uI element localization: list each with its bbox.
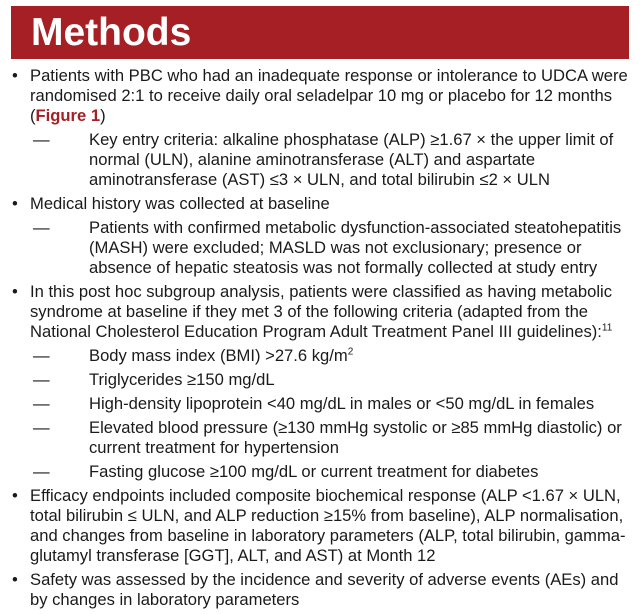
bullet-text: Safety was assessed by the incidence and severity of adverse events (AEs) and by changes in laboratory parameters	[30, 570, 619, 609]
sub-bullet-entry-criteria	[11, 130, 631, 190]
criterion-text: Body mass index (BMI) >27.6 kg/m	[89, 346, 348, 365]
sub-bullet-text: Patients with confirmed metabolic dysfunction-associated steatohepatitis (MASH) were excluded; MASLD was not exclusionary; presence or absence of hepatic steatosis was not formally collected at study entry	[89, 218, 622, 277]
bullet-text-end: )	[100, 106, 106, 125]
dash-marker: —	[33, 394, 50, 413]
criterion-glucose	[11, 462, 631, 482]
page-title: Methods	[31, 11, 192, 54]
sub-bullet-mash	[11, 218, 631, 278]
criterion-text: High-density lipoprotein <40 mg/dL in males or <50 mg/dL in females	[89, 394, 595, 413]
superscript-2: 2	[347, 346, 354, 358]
bullet-randomisation	[11, 66, 631, 126]
criterion-text: Triglycerides ≥150 mg/dL	[89, 370, 275, 389]
bullet-marker: •	[12, 570, 18, 589]
methods-body	[11, 66, 631, 614]
bullet-subgroup-analysis	[11, 282, 631, 342]
criterion-hdl	[11, 394, 631, 414]
dash-marker: —	[33, 218, 50, 237]
bullet-efficacy-endpoints	[11, 486, 631, 566]
criterion-text: Elevated blood pressure (≥130 mmHg systolic or ≥85 mmHg diastolic) or current treatment for hypertension	[89, 418, 622, 457]
sub-bullet-text: Key entry criteria: alkaline phosphatase (ALP) ≥1.67 × the upper limit of normal (ULN), alanine aminotransferase (ALT) and aspartate aminotransferase (AST) ≤3 × ULN, and total bilirubin ≤2 × ULN	[89, 130, 614, 189]
bullet-text: In this post hoc subgroup analysis, patients were classified as having metabolic syndrome at baseline if they met 3 of the following criteria (adapted from the National Cholesterol Education Program Adult Treatment Panel III guidelines):	[30, 282, 613, 341]
dash-marker: —	[33, 130, 50, 149]
criterion-triglycerides	[11, 370, 631, 390]
bullet-marker: •	[12, 282, 18, 301]
bullet-medical-history	[11, 194, 631, 214]
bullet-safety	[11, 570, 631, 610]
bullet-marker: •	[12, 194, 18, 213]
criterion-blood-pressure	[11, 418, 631, 458]
bullet-text: Medical history was collected at baseline	[30, 194, 330, 213]
dash-marker: —	[33, 346, 50, 365]
dash-marker: —	[33, 462, 50, 481]
criterion-bmi	[11, 346, 631, 366]
dash-marker: —	[33, 370, 50, 389]
bullet-text: Patients with PBC who had an inadequate response or intolerance to UDCA were randomised 2:1 to receive daily oral seladelpar 10 mg or placebo for 12 months (	[30, 66, 628, 125]
bullet-text: Efficacy endpoints included composite biochemical response (ALP <1.67 × ULN, total bilirubin ≤ ULN, and ALP reduction ≥15% from baseline), ALP normalisation, and changes from baseline in laboratory parameters (ALP, total bilirubin, gamma-glutamyl transferase [GGT], ALT, and AST) at Month 12	[30, 486, 626, 565]
bullet-marker: •	[12, 66, 18, 85]
bullet-marker: •	[12, 486, 18, 505]
criterion-text: Fasting glucose ≥100 mg/dL or current treatment for diabetes	[89, 462, 539, 481]
dash-marker: —	[33, 418, 50, 437]
figure-1-link[interactable]: Figure 1	[35, 106, 101, 125]
reference-superscript: 11	[601, 322, 613, 334]
title-banner	[11, 6, 629, 59]
